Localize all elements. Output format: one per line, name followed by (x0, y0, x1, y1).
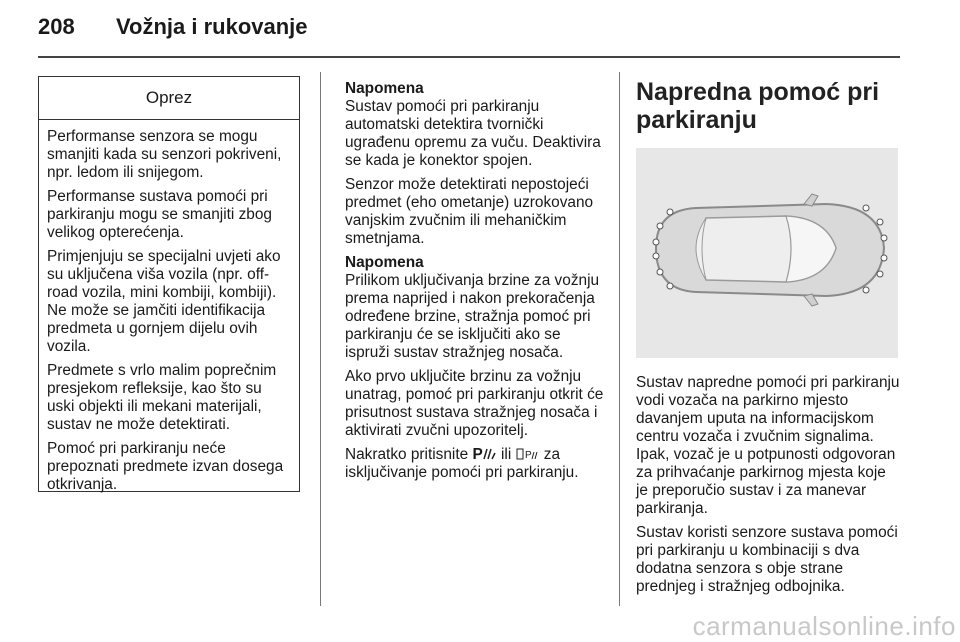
page-number: 208 (38, 14, 75, 39)
paragraph: Sustav koristi senzore sustava pomoći pri parkiranju u kombinaciji s dva dodatna senzora s obje strane prednjeg i stražnjeg odbojnika. (636, 524, 898, 595)
paragraph: Sustav napredne pomoći pri parkiranju vodi vozača na parkirno mjesto davanjem uputa na informacijskom centru vozača i zvučnim signalima. Ipak, vozač je u potpunosti odgovoran za prihvaćanje parkirnog mjesta koje je preporučio sustav i za manevar parkiranja. (636, 374, 900, 517)
note-text: Sustav pomoći pri parkiranju automatski detektira tvornički ugrađenu opremu za vuču. Deaktivira se kada je konektor spojen. (345, 98, 601, 169)
right-column (636, 78, 900, 602)
middle-column (345, 80, 607, 488)
paragraph: Ako prvo uključite brzinu za vožnju unatrag, pomoć pri parkiranju otkrit će prisutnost sustava stražnjeg nosača i aktivirati zvučni upozoritelj. (345, 368, 604, 439)
park-assist-icon-letter: P (472, 446, 483, 463)
column-divider (619, 72, 620, 606)
header-rule (38, 56, 900, 58)
caution-body (39, 120, 299, 494)
paragraph: Senzor može detektirati nepostojeći predmet (eho ometanje) uzrokovano vanjskim zvučnim ili mehaničkim smetnjama. (345, 176, 594, 247)
caution-paragraph: Performanse senzora se mogu smanjiti kada su senzori pokriveni, npr. ledom ili snijegom. (47, 128, 282, 181)
caution-paragraph: Pomoć pri parkiranju neće prepoznati predmete izvan dosega otkrivanja. (47, 440, 284, 493)
watermark: carmanualsonline.info (692, 611, 956, 641)
svg-text:P: P (524, 450, 532, 460)
page-title: Vožnja i rukovanje (116, 14, 308, 39)
caution-title: Oprez (39, 77, 299, 120)
paragraph-text: Nakratko pritisnite (345, 446, 473, 463)
car-top-view-icon (636, 148, 898, 358)
note-text: Prilikom uključivanja brzine za vožnju prema naprijed i nakon prekoračenja određene brzine, stražnja pomoć pri parkiranju će se isključiti ako se ispruži sustav stražnjeg nosača. (345, 272, 600, 361)
note-title: Napomena (345, 254, 424, 271)
paragraph-text: za isključivanje pomoći pri parkiranju. (345, 446, 579, 481)
caution-box (38, 76, 300, 492)
section-heading: Napredna pomoć pri parkiranju (636, 78, 880, 134)
column-divider (320, 72, 321, 606)
park-assist-alt-icon (516, 446, 540, 463)
caution-paragraph: Predmete s vrlo malim poprečnim presjekom refleksije, kao što su uski objekti ili mekani materijali, sustav ne može detektirati. (47, 362, 277, 433)
caution-paragraph: Performanse sustava pomoći pri parkiranju mogu se smanjiti zbog velikog opterećenja. (47, 188, 272, 241)
note-title: Napomena (345, 80, 424, 97)
car-sensor-illustration (636, 148, 898, 358)
park-assist-button-icon (472, 446, 496, 463)
caution-paragraph: Primjenjuju se specijalni uvjeti ako su uključena viša vozila (npr. off-road vozila, mini kombiji, kombiji). Ne može se jamčiti identifikacija predmeta u gornjem dijelu ovih vozila. (47, 248, 281, 355)
page-header (38, 14, 308, 40)
paragraph (345, 446, 607, 482)
paragraph-text: ili (496, 446, 516, 463)
